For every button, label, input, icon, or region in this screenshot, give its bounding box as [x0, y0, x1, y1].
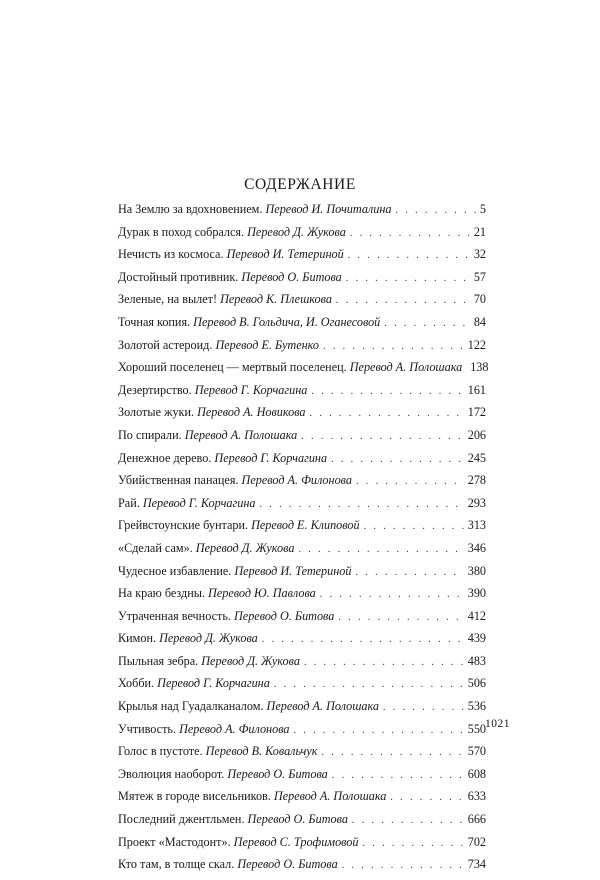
entry-page-number: 84	[473, 314, 486, 329]
story-title: Золотой астероид.	[118, 337, 213, 352]
story-title: Зеленые, на вылет!	[118, 292, 218, 307]
story-title: Дезертирство.	[118, 382, 192, 397]
entry-page-number: 206	[467, 427, 486, 442]
dot-leader	[395, 205, 475, 216]
toc-entry	[118, 857, 486, 880]
dot-leader	[294, 725, 464, 736]
story-title: Мятеж в городе висельников.	[118, 789, 271, 804]
dot-leader	[320, 589, 464, 600]
entry-page-number: 390	[467, 586, 486, 601]
toc-entry	[118, 835, 486, 858]
story-title: Хобби.	[118, 676, 155, 691]
story-title: По спирали.	[118, 427, 182, 442]
story-title: Золотые жуки.	[118, 405, 195, 420]
translator-credit: Перевод А. Полошака	[266, 699, 380, 714]
story-title: Дурак в поход собрался.	[118, 224, 245, 239]
dot-leader	[331, 454, 464, 465]
story-title: На Землю за вдохновением.	[118, 202, 263, 216]
translator-credit: Перевод А. Филонова	[241, 473, 352, 488]
dot-leader	[259, 499, 463, 510]
toc-entry	[118, 789, 486, 812]
story-title: Последний джентльмен.	[118, 812, 245, 827]
entry-page-number: 346	[467, 540, 486, 555]
entry-page-number: 666	[467, 812, 486, 827]
translator-credit: Перевод Д. Жукова	[159, 631, 258, 646]
dot-leader	[323, 341, 464, 352]
dot-leader	[364, 521, 464, 532]
entry-page-number: 70	[473, 292, 486, 307]
story-title: Утраченная вечность.	[118, 608, 231, 623]
story-title: Проект «Мастодонт».	[118, 834, 231, 849]
translator-credit: Перевод И. Почиталина	[265, 202, 392, 216]
toc-entry	[118, 270, 486, 293]
entry-page-number: 57	[473, 269, 486, 284]
entry-page-number: 506	[467, 676, 486, 691]
entry-page-number: 608	[467, 766, 486, 781]
toc-entry	[118, 609, 486, 632]
page-title: СОДЕРЖАНИЕ	[244, 176, 356, 193]
dot-leader	[352, 815, 464, 826]
translator-credit: Перевод Г. Корчагина	[194, 382, 308, 397]
toc-entry	[118, 405, 486, 428]
dot-leader	[342, 860, 464, 871]
story-title: Точная копия.	[118, 314, 191, 329]
table-of-contents	[118, 202, 489, 880]
dot-leader	[298, 544, 463, 555]
dot-leader	[390, 792, 463, 803]
translator-credit: Перевод Г. Корчагина	[142, 495, 256, 510]
translator-credit: Перевод О. Битова	[241, 269, 342, 284]
story-title: Нечисть из космоса.	[118, 247, 224, 262]
translator-credit: Перевод А. Новикова	[197, 405, 306, 420]
dot-leader	[355, 567, 463, 578]
entry-page-number: 483	[467, 653, 486, 668]
dot-leader	[310, 408, 464, 419]
entry-page-number: 702	[467, 834, 486, 849]
entry-page-number: 550	[467, 721, 486, 736]
translator-credit: Перевод О. Битова	[237, 857, 338, 872]
dot-leader	[362, 838, 463, 849]
story-title: Учтивость.	[118, 721, 177, 736]
dot-leader	[350, 228, 470, 239]
story-title: Убийственная панацея.	[118, 473, 239, 488]
toc-entry	[118, 338, 486, 361]
translator-credit: Перевод Д. Жукова	[201, 653, 300, 668]
dot-leader	[274, 679, 464, 690]
story-title: Голос в пустоте.	[118, 744, 203, 759]
toc-entry	[118, 744, 486, 767]
entry-page-number: 734	[467, 857, 486, 872]
entry-page-number: 161	[467, 382, 486, 397]
toc-entry	[118, 676, 486, 699]
toc-entry	[118, 518, 486, 541]
toc-entry	[118, 202, 486, 225]
translator-credit: Перевод Д. Жукова	[247, 224, 346, 239]
toc-entry	[118, 315, 486, 338]
toc-entry	[118, 451, 486, 474]
story-title: Хороший поселенец — мертвый поселенец.	[118, 360, 347, 375]
entry-page-number: 412	[467, 608, 486, 623]
translator-credit: Перевод А. Полошака	[349, 360, 463, 375]
dot-leader	[348, 250, 470, 261]
entry-page-number: 5	[479, 202, 486, 216]
translator-credit: Перевод Д. Жукова	[195, 540, 295, 555]
toc-entry	[118, 564, 486, 587]
toc-entry	[118, 812, 486, 835]
translator-credit: Перевод В. Гольдича, И. Оганесовой	[193, 314, 381, 329]
toc-entry	[118, 428, 486, 451]
entry-page-number: 245	[467, 450, 486, 465]
story-title: Чудесное избавление.	[118, 563, 232, 578]
story-title: Кимон.	[118, 631, 157, 646]
translator-credit: Перевод А. Полошака	[184, 427, 298, 442]
story-title: «Сделай сам».	[118, 540, 193, 555]
toc-entry	[118, 654, 486, 677]
dot-leader	[356, 476, 464, 487]
story-title: Кто там, в толще скал.	[118, 857, 235, 872]
toc-entry	[118, 541, 486, 564]
toc-entry	[118, 247, 486, 270]
entry-page-number: 122	[467, 337, 486, 352]
story-title: Грейвстоунские бунтари.	[118, 518, 249, 533]
entry-page-number: 380	[467, 563, 486, 578]
toc-entry	[118, 722, 486, 745]
translator-credit: Перевод К. Плешкова	[220, 292, 332, 307]
translator-credit: Перевод О. Битова	[247, 812, 348, 827]
translator-credit: Перевод А. Филонова	[179, 721, 290, 736]
toc-entry	[118, 473, 486, 496]
entry-page-number: 172	[467, 405, 486, 420]
dot-leader	[321, 747, 463, 758]
story-title: Рай.	[118, 495, 140, 510]
translator-credit: Перевод И. Тетериной	[234, 563, 352, 578]
entry-page-number: 21	[473, 224, 486, 239]
entry-page-number: 313	[467, 518, 486, 533]
toc-entry	[118, 360, 489, 383]
translator-credit: Перевод И. Тетериной	[226, 247, 344, 262]
entry-page-number: 536	[467, 699, 486, 714]
entry-page-number: 439	[467, 631, 486, 646]
translator-credit: Перевод В. Ковальчук	[205, 744, 318, 759]
entry-page-number: 138	[470, 360, 489, 375]
dot-leader	[311, 386, 463, 397]
translator-credit: Перевод О. Битова	[227, 766, 328, 781]
translator-credit: Перевод С. Трофимовой	[233, 834, 359, 849]
page-number: 1021	[485, 718, 510, 730]
translator-credit: Перевод О. Битова	[234, 608, 335, 623]
translator-credit: Перевод Г. Корчагина	[214, 450, 328, 465]
toc-entry	[118, 383, 486, 406]
dot-leader	[301, 431, 464, 442]
dot-leader	[336, 295, 470, 306]
story-title: Крылья над Гуадалканалом.	[118, 699, 264, 714]
story-title: На краю бездны.	[118, 586, 205, 601]
toc-entry	[118, 631, 486, 654]
translator-credit: Перевод А. Полошака	[273, 789, 387, 804]
toc-entry	[118, 496, 486, 519]
toc-entry	[118, 292, 486, 315]
toc-entry	[118, 586, 486, 609]
dot-leader	[332, 770, 464, 781]
dot-leader	[384, 318, 470, 329]
toc-entry	[118, 699, 486, 722]
story-title: Достойный противник.	[118, 269, 239, 284]
dot-leader	[304, 657, 464, 668]
entry-page-number: 633	[467, 789, 486, 804]
translator-credit: Перевод Г. Корчагина	[157, 676, 270, 691]
toc-entry	[118, 767, 486, 790]
story-title: Пыльная зебра.	[118, 653, 199, 668]
story-title: Эволюция наоборот.	[118, 766, 225, 781]
entry-page-number: 570	[467, 744, 486, 759]
translator-credit: Перевод Е. Клиповой	[251, 518, 360, 533]
story-title: Денежное дерево.	[118, 450, 212, 465]
translator-credit: Перевод Е. Бутенко	[215, 337, 320, 352]
dot-leader	[383, 702, 464, 713]
toc-entry	[118, 225, 486, 248]
dot-leader	[346, 273, 470, 284]
dot-leader	[338, 612, 463, 623]
translator-credit: Перевод Ю. Павлова	[208, 586, 316, 601]
dot-leader	[262, 634, 464, 645]
entry-page-number: 278	[467, 473, 486, 488]
entry-page-number: 32	[473, 247, 486, 262]
entry-page-number: 293	[467, 495, 486, 510]
